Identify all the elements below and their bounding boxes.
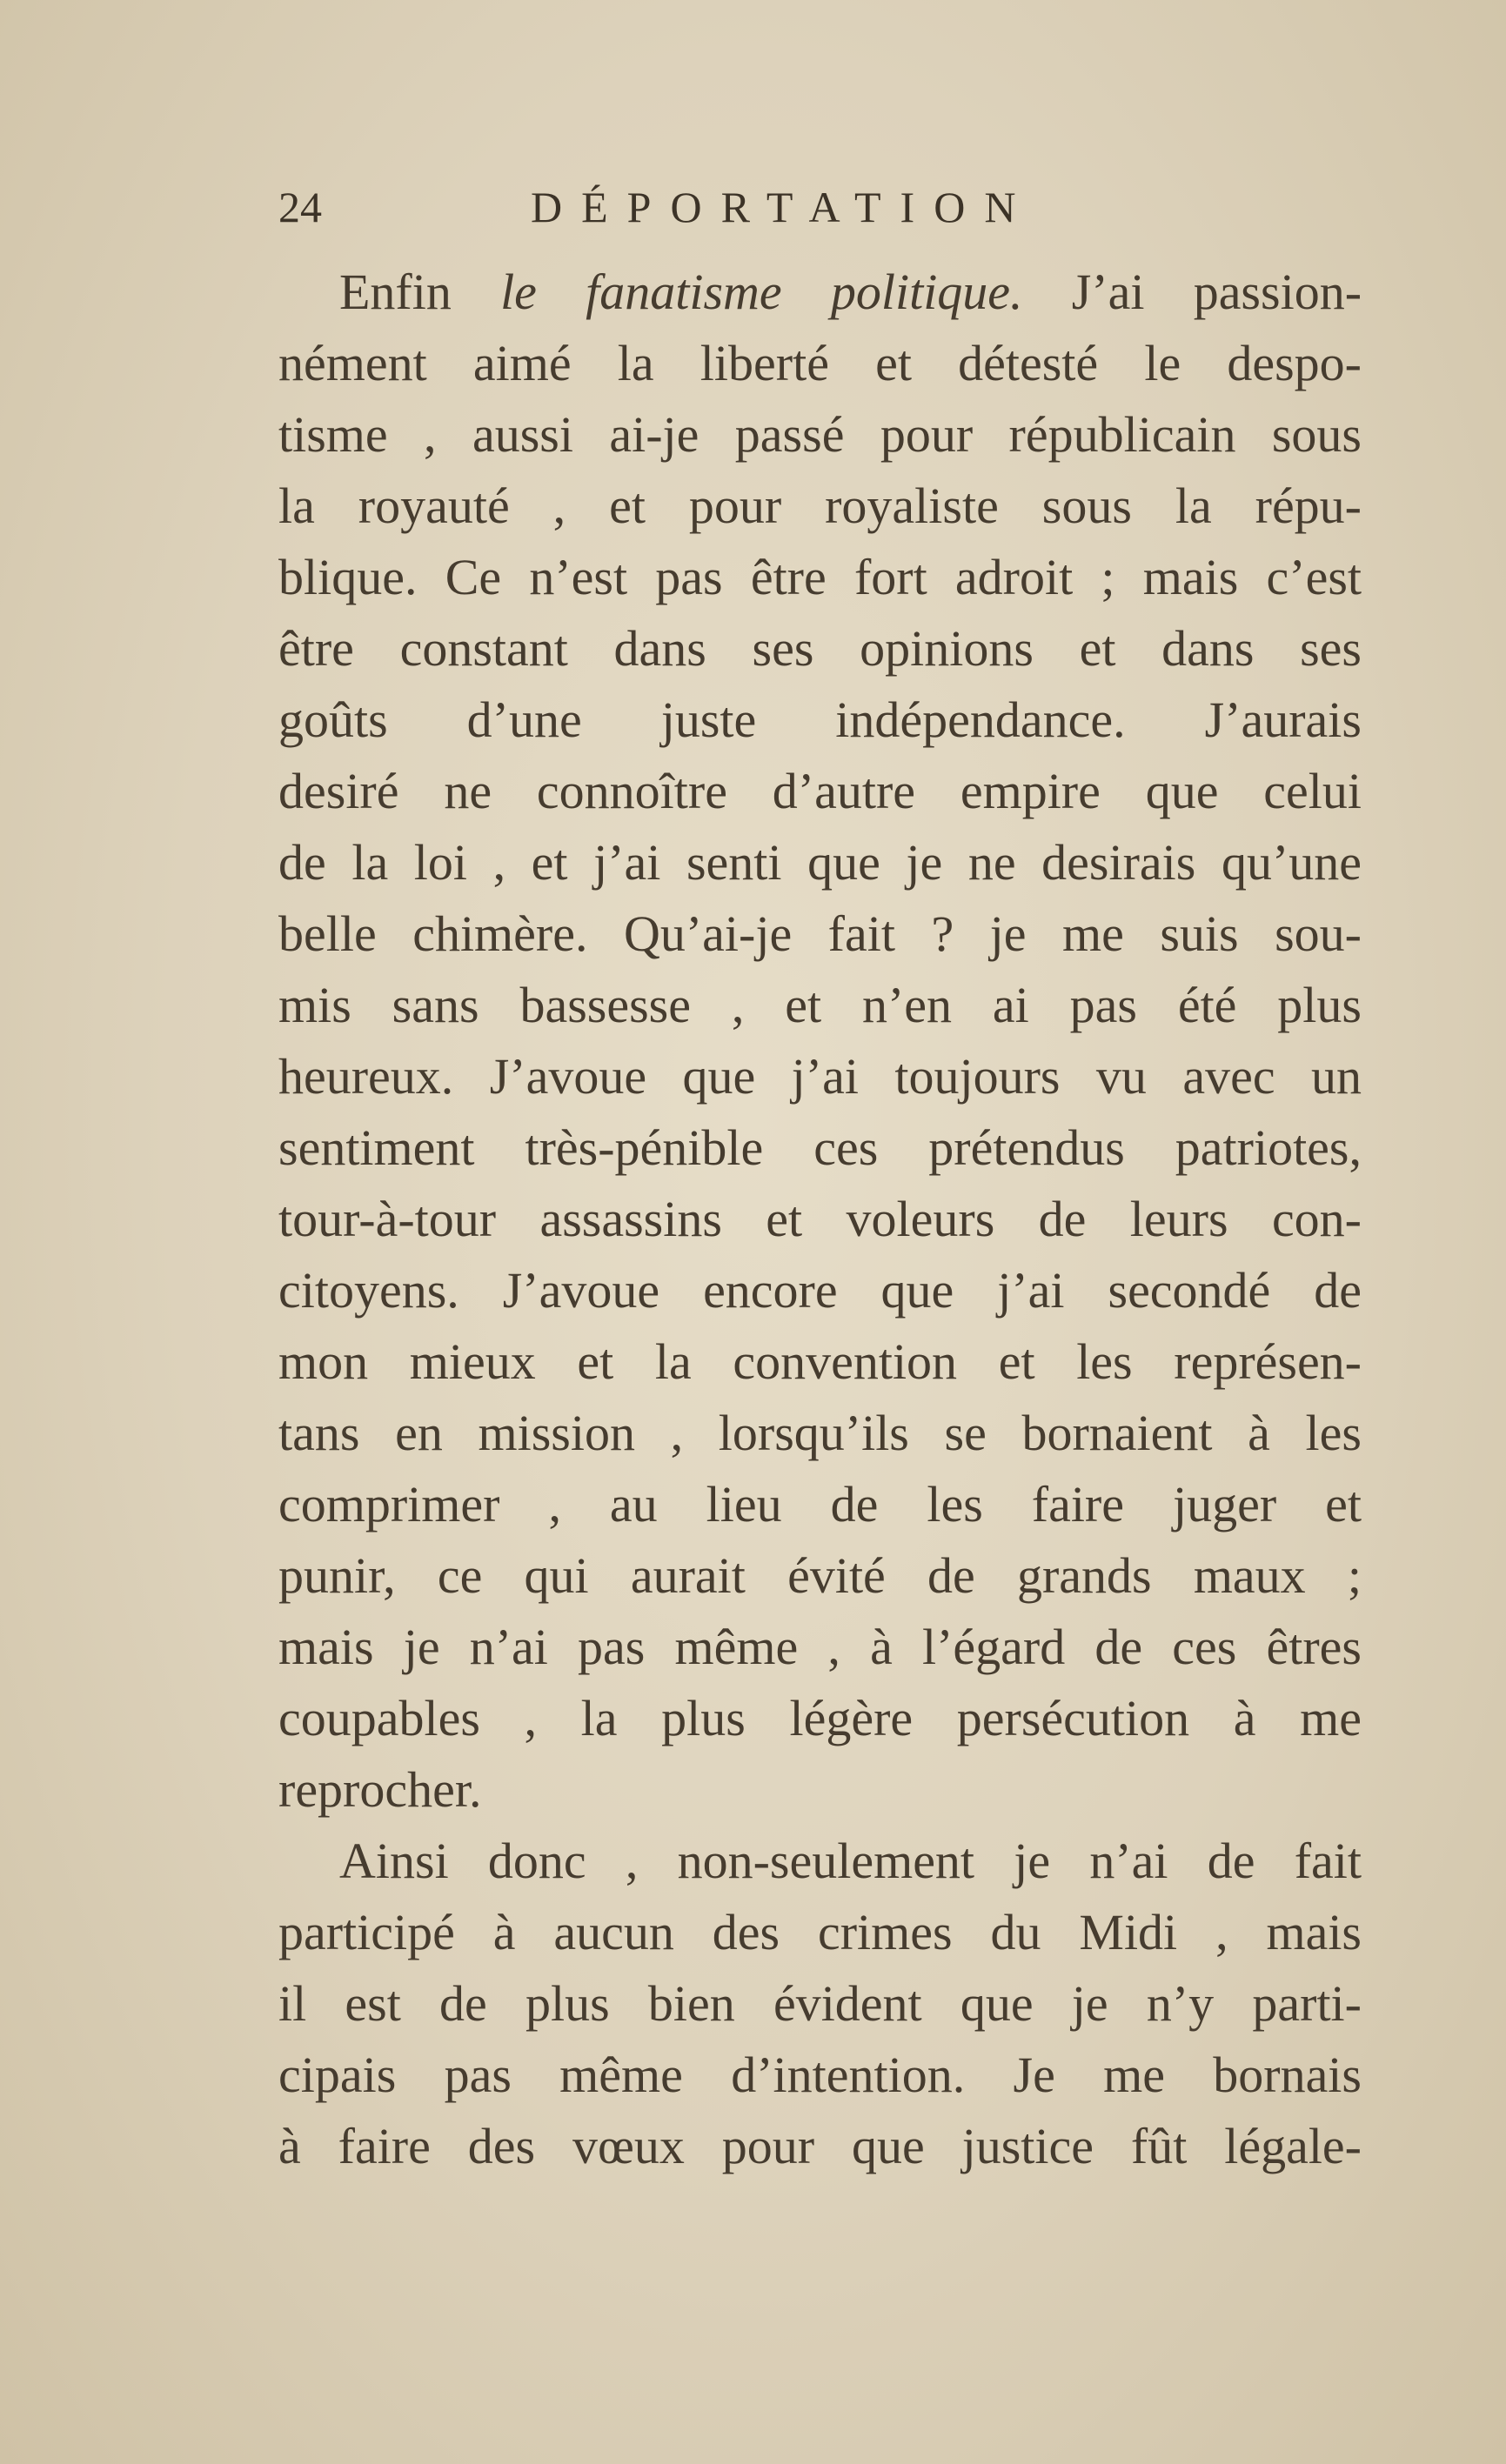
text-line: à faire des vœux pour que justice fût légale- <box>278 2118 1362 2174</box>
line-text: Enfin <box>339 264 501 320</box>
text-line: tans en mission , lorsqu’ils se bornaient à les <box>278 1405 1362 1461</box>
text-line: citoyens. J’avoue encore que j’ai secondé de <box>278 1262 1362 1319</box>
running-title: DÉPORTATION <box>531 183 1035 231</box>
text-line: Ainsi donc , non-seulement je n’ai de fait <box>339 1833 1362 1889</box>
text-line: comprimer , au lieu de les faire juger et <box>278 1476 1362 1532</box>
text-line: mais je n’ai pas même , à l’égard de ces êtres <box>278 1619 1362 1675</box>
text-line: de la loi , et j’ai senti que je ne desirais qu’une <box>278 834 1362 891</box>
text-line: desiré ne connoître d’autre empire que celui <box>278 763 1362 819</box>
text-line: cipais pas même d’intention. Je me bornais <box>278 2047 1362 2103</box>
line-text: J’ai passion- <box>1022 264 1362 320</box>
text-line: mis sans bassesse , et n’en ai pas été plus <box>278 977 1362 1033</box>
page-number: 24 <box>278 183 322 231</box>
text-line: participé à aucun des crimes du Midi , mais <box>278 1904 1362 1960</box>
text-line: reprocher. <box>278 1761 482 1818</box>
text-line: mon mieux et la convention et les représen- <box>278 1333 1362 1390</box>
text-line: blique. Ce n’est pas être fort adroit ; mais c’est <box>278 549 1362 605</box>
text-line: belle chimère. Qu’ai-je fait ? je me suis sou- <box>278 905 1362 962</box>
text-line: coupables , la plus légère persécution à me <box>278 1690 1362 1746</box>
text-line: tisme , aussi ai-je passé pour républicain sous <box>278 406 1362 463</box>
text-line: être constant dans ses opinions et dans ses <box>278 620 1362 677</box>
text-line: nément aimé la liberté et détesté le despo- <box>278 335 1362 391</box>
text-line: sentiment très-pénible ces prétendus patriotes, <box>278 1119 1362 1176</box>
text-line: il est de plus bien évident que je n’y parti- <box>278 1975 1362 2032</box>
text-line: heureux. J’avoue que j’ai toujours vu avec un <box>278 1048 1362 1105</box>
italic-phrase: le fanatisme politique. <box>500 264 1023 320</box>
text-line: tour-à-tour assassins et voleurs de leurs con- <box>278 1191 1362 1247</box>
text-line: punir, ce qui aurait évité de grands maux ; <box>278 1547 1362 1604</box>
text-line <box>278 257 1362 328</box>
text-line: la royauté , et pour royaliste sous la répu- <box>278 477 1362 534</box>
page-header <box>278 181 1392 233</box>
text-line: goûts d’une juste indépendance. J’aurais <box>278 691 1362 748</box>
text-body <box>278 257 1362 2182</box>
